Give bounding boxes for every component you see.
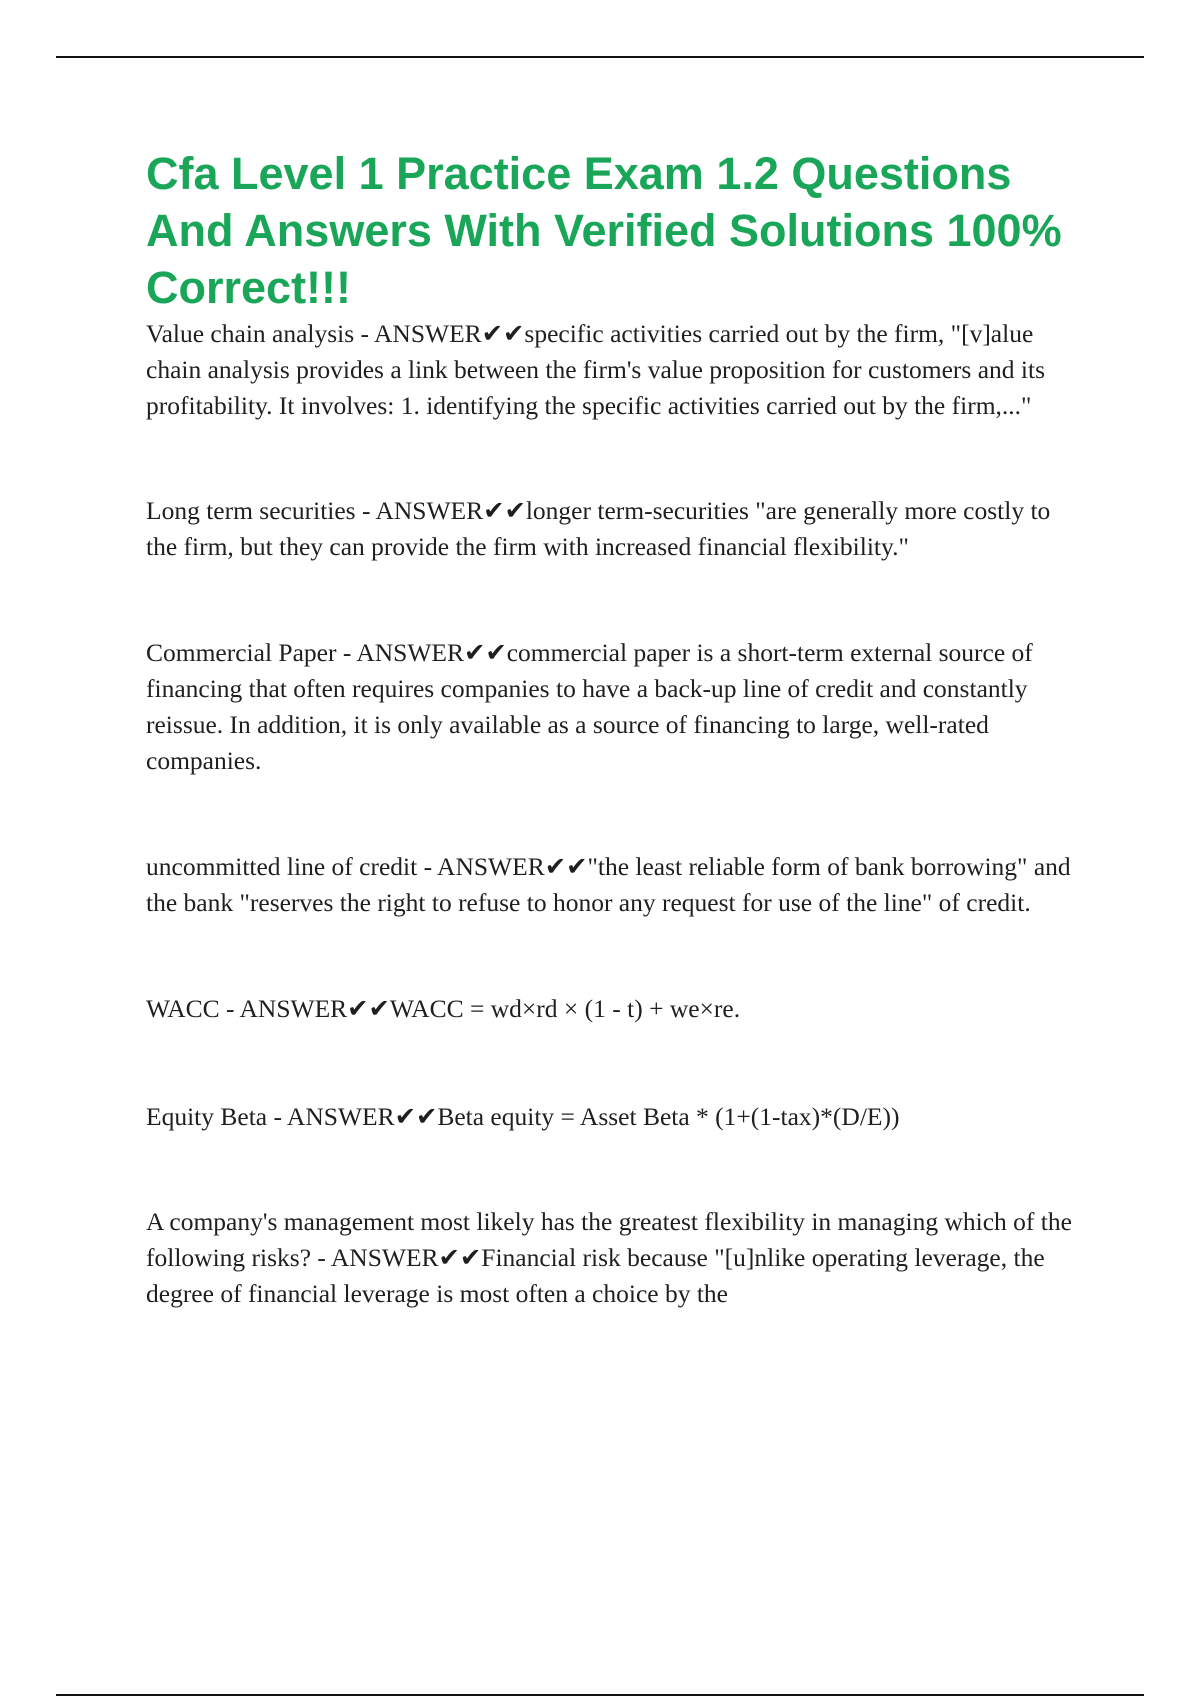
document-title: Cfa Level 1 Practice Exam 1.2 Questions And Answers With Verified Solutions 100% Correct!!! — [146, 148, 1062, 313]
qa-entry-uncommitted-line-of-credit: uncommitted line of credit - ANSWER✔✔"the least reliable form of bank borrowing" and the bank "reserves the right to refuse to honor any request for use of the line" of credit. — [146, 852, 1071, 917]
qa-entry-value-chain-analysis: Value chain analysis - ANSWER✔✔specific activities carried out by the firm, "[v]alue chain analysis provides a link between the firm's value proposition for customers and its profitability. It involves: 1. identifying the specific activities carried out by the firm,..." — [146, 319, 1046, 420]
top-divider — [56, 56, 1144, 58]
bottom-divider — [56, 1694, 1144, 1696]
qa-entry-commercial-paper: Commercial Paper - ANSWER✔✔commercial paper is a short-term external source of financing that often requires companies to have a back-up line of credit and constantly reissue. In addition, it is only available as a source of financing to large, well-rated companies. — [146, 638, 1033, 775]
qa-list — [146, 316, 1086, 1312]
qa-entry-long-term-securities: Long term securities - ANSWER✔✔longer term-securities "are generally more costly to the firm, but they can provide the firm with increased financial flexibility." — [146, 496, 1051, 561]
qa-entry-management-flexibility-risk: A company's management most likely has the greatest flexibility in managing which of the following risks? - ANSWER✔✔Financial risk because "[u]nlike operating leverage, the degree of financial leverage is most often a choice by the — [146, 1207, 1072, 1308]
qa-entry-equity-beta: Equity Beta - ANSWER✔✔Beta equity = Asset Beta * (1+(1-tax)*(D/E)) — [146, 1102, 900, 1131]
qa-entry-wacc: WACC - ANSWER✔✔WACC = wd×rd × (1 - t) + we×re. — [146, 994, 741, 1023]
document-body — [146, 145, 1086, 1312]
